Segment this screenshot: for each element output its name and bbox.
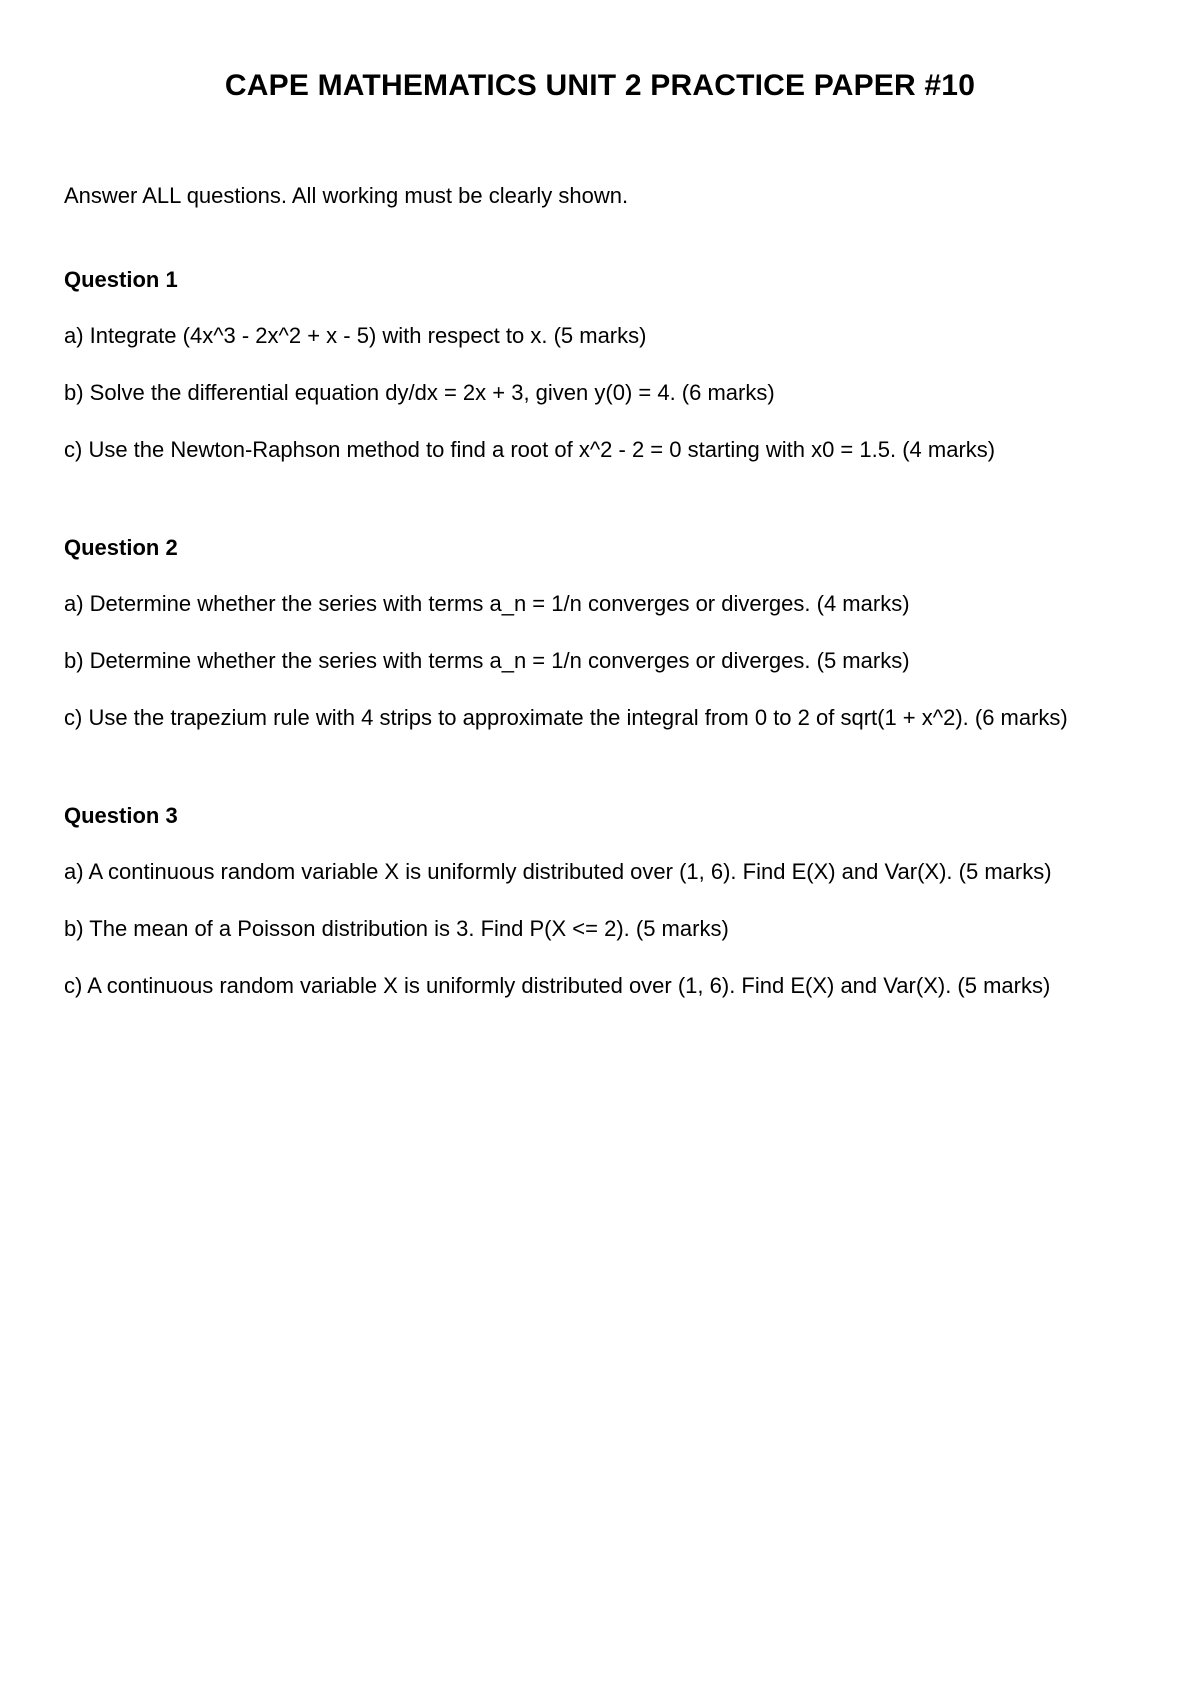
question-3-heading: Question 3 <box>64 803 178 828</box>
question-2-heading: Question 2 <box>64 535 178 560</box>
question-2 <box>64 534 1136 746</box>
question-1-parts <box>64 307 1136 478</box>
question-2-parts <box>64 575 1136 746</box>
question-2-part-b: b) Determine whether the series with terms a_n = 1/n converges or diverges. (5 marks) <box>64 648 910 673</box>
question-3-parts <box>64 843 1136 1014</box>
question-3-part-c: c) A continuous random variable X is uniformly distributed over (1, 6). Find E(X) and Var(X). (5 marks) <box>64 973 1051 998</box>
instructions-text: Answer ALL questions. All working must be clearly shown. <box>64 183 629 208</box>
question-1-part-b: b) Solve the differential equation dy/dx = 2x + 3, given y(0) = 4. (6 marks) <box>64 380 775 405</box>
question-1-heading: Question 1 <box>64 267 178 292</box>
question-1-part-a: a) Integrate (4x^3 - 2x^2 + x - 5) with respect to x. (5 marks) <box>64 323 647 348</box>
question-3 <box>64 802 1136 1014</box>
question-2-part-c: c) Use the trapezium rule with 4 strips to approximate the integral from 0 to 2 of sqrt(1 + x^2). (6 marks) <box>64 705 1068 730</box>
question-1-part-c: c) Use the Newton-Raphson method to find a root of x^2 - 2 = 0 starting with x0 = 1.5. (4 marks) <box>64 437 996 462</box>
question-2-part-a: a) Determine whether the series with terms a_n = 1/n converges or diverges. (4 marks) <box>64 591 910 616</box>
question-3-part-b: b) The mean of a Poisson distribution is 3. Find P(X <= 2). (5 marks) <box>64 916 729 941</box>
question-1 <box>64 266 1136 478</box>
page-title: CAPE MATHEMATICS UNIT 2 PRACTICE PAPER #10 <box>224 69 976 102</box>
question-3-part-a: a) A continuous random variable X is uniformly distributed over (1, 6). Find E(X) and Var(X). (5 marks) <box>64 859 1052 884</box>
